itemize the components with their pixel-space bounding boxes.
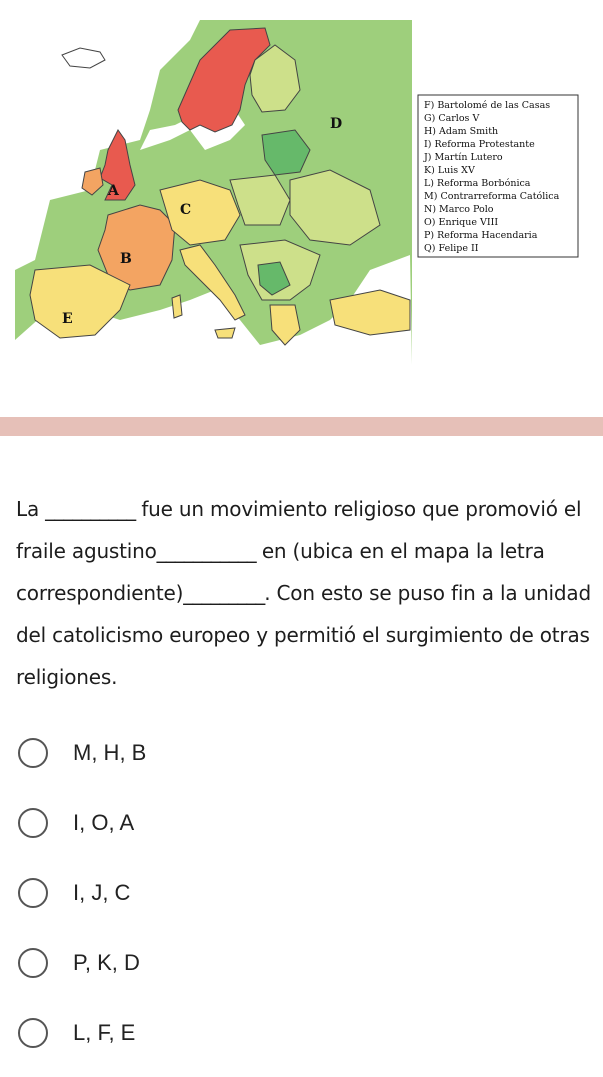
option-label: P, K, D	[73, 950, 140, 975]
radio-button[interactable]	[18, 878, 48, 908]
option-4[interactable]	[18, 943, 140, 983]
radio-button[interactable]	[18, 948, 48, 978]
radio-button[interactable]	[18, 738, 48, 768]
sicily	[215, 328, 235, 338]
legend-item-m: M) Contrarreforma Católica	[424, 191, 560, 202]
option-2[interactable]	[18, 803, 134, 843]
question-text	[16, 488, 598, 698]
map-label-a: A	[108, 183, 119, 199]
question-part-1: La	[16, 497, 46, 521]
legend-item-i: I) Reforma Protestante	[424, 139, 535, 150]
map-label-e: E	[62, 311, 73, 327]
legend-item-l: L) Reforma Borbónica	[424, 178, 531, 189]
radio-button[interactable]	[18, 1018, 48, 1048]
legend-item-q: Q) Felipe II	[424, 243, 479, 254]
option-3[interactable]	[18, 873, 130, 913]
legend-item-n: N) Marco Polo	[424, 204, 494, 215]
option-1[interactable]	[18, 733, 146, 773]
legend-item-f: F) Bartolomé de las Casas	[424, 100, 551, 111]
section-divider	[0, 417, 603, 436]
blank-3: _________	[183, 581, 265, 605]
map-label-c: C	[180, 202, 192, 218]
option-label: L, F, E	[73, 1020, 136, 1045]
question-part-4: . Con esto se puso fin a la unidad del catolicismo europeo y permitió el surgimiento de otras religiones.	[16, 581, 598, 689]
map-label-d: D	[330, 116, 343, 132]
sardinia	[172, 295, 182, 318]
option-5[interactable]	[18, 1013, 135, 1053]
legend-item-h: H) Adam Smith	[424, 126, 499, 137]
legend-item-k: K) Luis XV	[424, 165, 475, 176]
legend-item-p: P) Reforma Hacendaria	[424, 230, 538, 241]
europe-map	[0, 0, 603, 372]
option-label: I, O, A	[73, 810, 135, 835]
option-label: M, H, B	[73, 740, 147, 765]
blank-1: __________	[45, 497, 136, 521]
legend-item-j: J) Martín Lutero	[424, 152, 503, 163]
question-part-3: en (ubica en el mapa la letra correspondiente)	[16, 539, 551, 605]
blank-2: ___________	[156, 539, 256, 563]
option-label: I, J, C	[73, 880, 131, 905]
question-part-2: fue un movimiento religioso que promovió el fraile agustino	[16, 497, 588, 563]
legend-item-g: G) Carlos V	[424, 113, 480, 124]
legend-item-o: O) Enrique VIII	[424, 217, 499, 228]
radio-button[interactable]	[18, 808, 48, 838]
map-label-b: B	[120, 251, 132, 267]
